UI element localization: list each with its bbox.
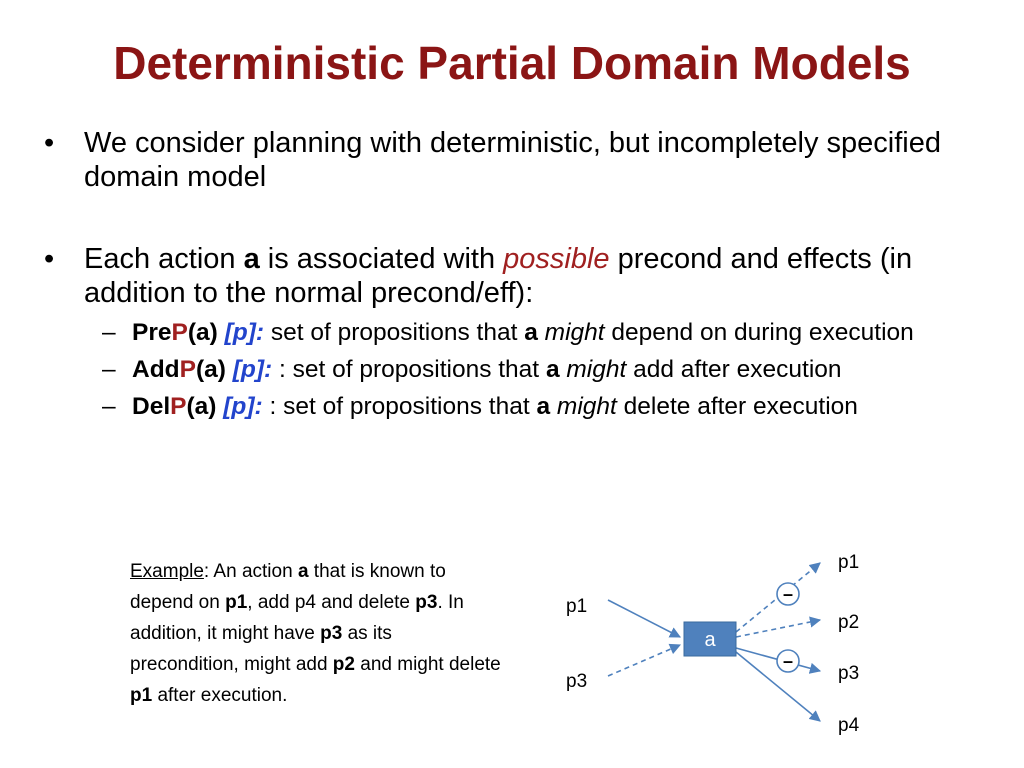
sub-bullet-pre <box>102 318 994 347</box>
sub-bullet-del <box>102 392 994 421</box>
example-fragment: : An action <box>203 561 298 582</box>
output-label-p4: p4 <box>838 715 860 736</box>
output-label-p2: p2 <box>838 612 860 633</box>
bullet-text-part: Each action <box>84 243 244 275</box>
sub-text: delete after execution <box>616 393 858 420</box>
example-bold: p2 <box>332 654 355 675</box>
dash-marker: – <box>102 393 116 420</box>
bullet-item-1 <box>44 126 994 194</box>
term-arg: (a) <box>186 393 217 420</box>
action-name: a <box>545 356 560 383</box>
arrow-a-to-p2 <box>736 620 820 637</box>
example-label: Example <box>130 561 204 582</box>
example-bold: p1 <box>130 685 153 706</box>
action-name: a <box>536 393 551 420</box>
term-prefix: Add <box>132 356 180 383</box>
action-diagram <box>540 540 900 750</box>
example-bold: p1 <box>225 592 248 613</box>
bullet-text-part: precond and effects (in addition to the normal precond/eff): <box>84 243 913 309</box>
bullet-marker: • <box>44 127 55 159</box>
example-text <box>130 556 505 711</box>
bullet-text-part: is associated with <box>259 243 504 275</box>
action-name: a <box>243 243 260 275</box>
term-bracket: [p]: <box>223 393 263 420</box>
dash-marker: – <box>102 319 116 346</box>
example-fragment: that is known to depend on <box>130 561 446 613</box>
bullet-item-2 <box>44 242 994 421</box>
term-prefix: Del <box>132 393 171 420</box>
example-bold: p3 <box>320 623 343 644</box>
term-bracket: [p]: <box>232 356 273 383</box>
dash-marker: – <box>102 356 116 383</box>
term-p: P <box>170 393 187 420</box>
sub-text: : set of propositions that <box>262 393 537 420</box>
term-p: P <box>171 319 188 346</box>
might-word: might <box>556 393 617 420</box>
example-fragment: , add p4 and delete <box>247 592 416 613</box>
arrow-p3-to-a <box>608 645 680 676</box>
term-p: P <box>179 356 196 383</box>
delete-marker-symbol: – <box>782 584 794 604</box>
output-label-p1: p1 <box>838 552 860 573</box>
example-fragment: . In addition, it might have <box>130 592 464 644</box>
might-word: might <box>566 356 627 383</box>
might-word: might <box>544 319 605 346</box>
possible-word: possible <box>503 243 610 275</box>
sub-text: add after execution <box>626 356 842 383</box>
delete-marker-symbol: – <box>782 651 794 671</box>
output-label-p3: p3 <box>838 663 860 684</box>
example-fragment: after execution. <box>152 685 288 706</box>
sub-bullet-add <box>102 355 994 384</box>
term-bracket: [p]: <box>224 319 265 346</box>
example-fragment: as its precondition, might add <box>130 623 392 675</box>
sub-text: set of propositions that <box>264 319 525 346</box>
sub-text: : set of propositions that <box>272 356 546 383</box>
slide-title: Deterministic Partial Domain Models <box>113 37 911 89</box>
action-node-label: a <box>704 629 716 651</box>
input-label-p3: p3 <box>566 671 588 692</box>
term-arg: (a) <box>195 356 226 383</box>
example-bold: a <box>297 561 309 582</box>
bullet-marker: • <box>44 243 55 275</box>
bullet-list <box>44 126 994 429</box>
action-name: a <box>524 319 538 346</box>
input-label-p1: p1 <box>566 596 588 617</box>
example-bold: p3 <box>415 592 438 613</box>
sub-text: depend on during execution <box>604 319 914 346</box>
bullet-text: We consider planning with deterministic, but incompletely specified domain model <box>84 127 942 193</box>
example-fragment: and might delete <box>354 654 501 675</box>
term-prefix: Pre <box>132 319 172 346</box>
arrow-p1-to-a <box>608 600 680 637</box>
sub-bullet-list <box>102 318 994 421</box>
term-arg: (a) <box>187 319 218 346</box>
